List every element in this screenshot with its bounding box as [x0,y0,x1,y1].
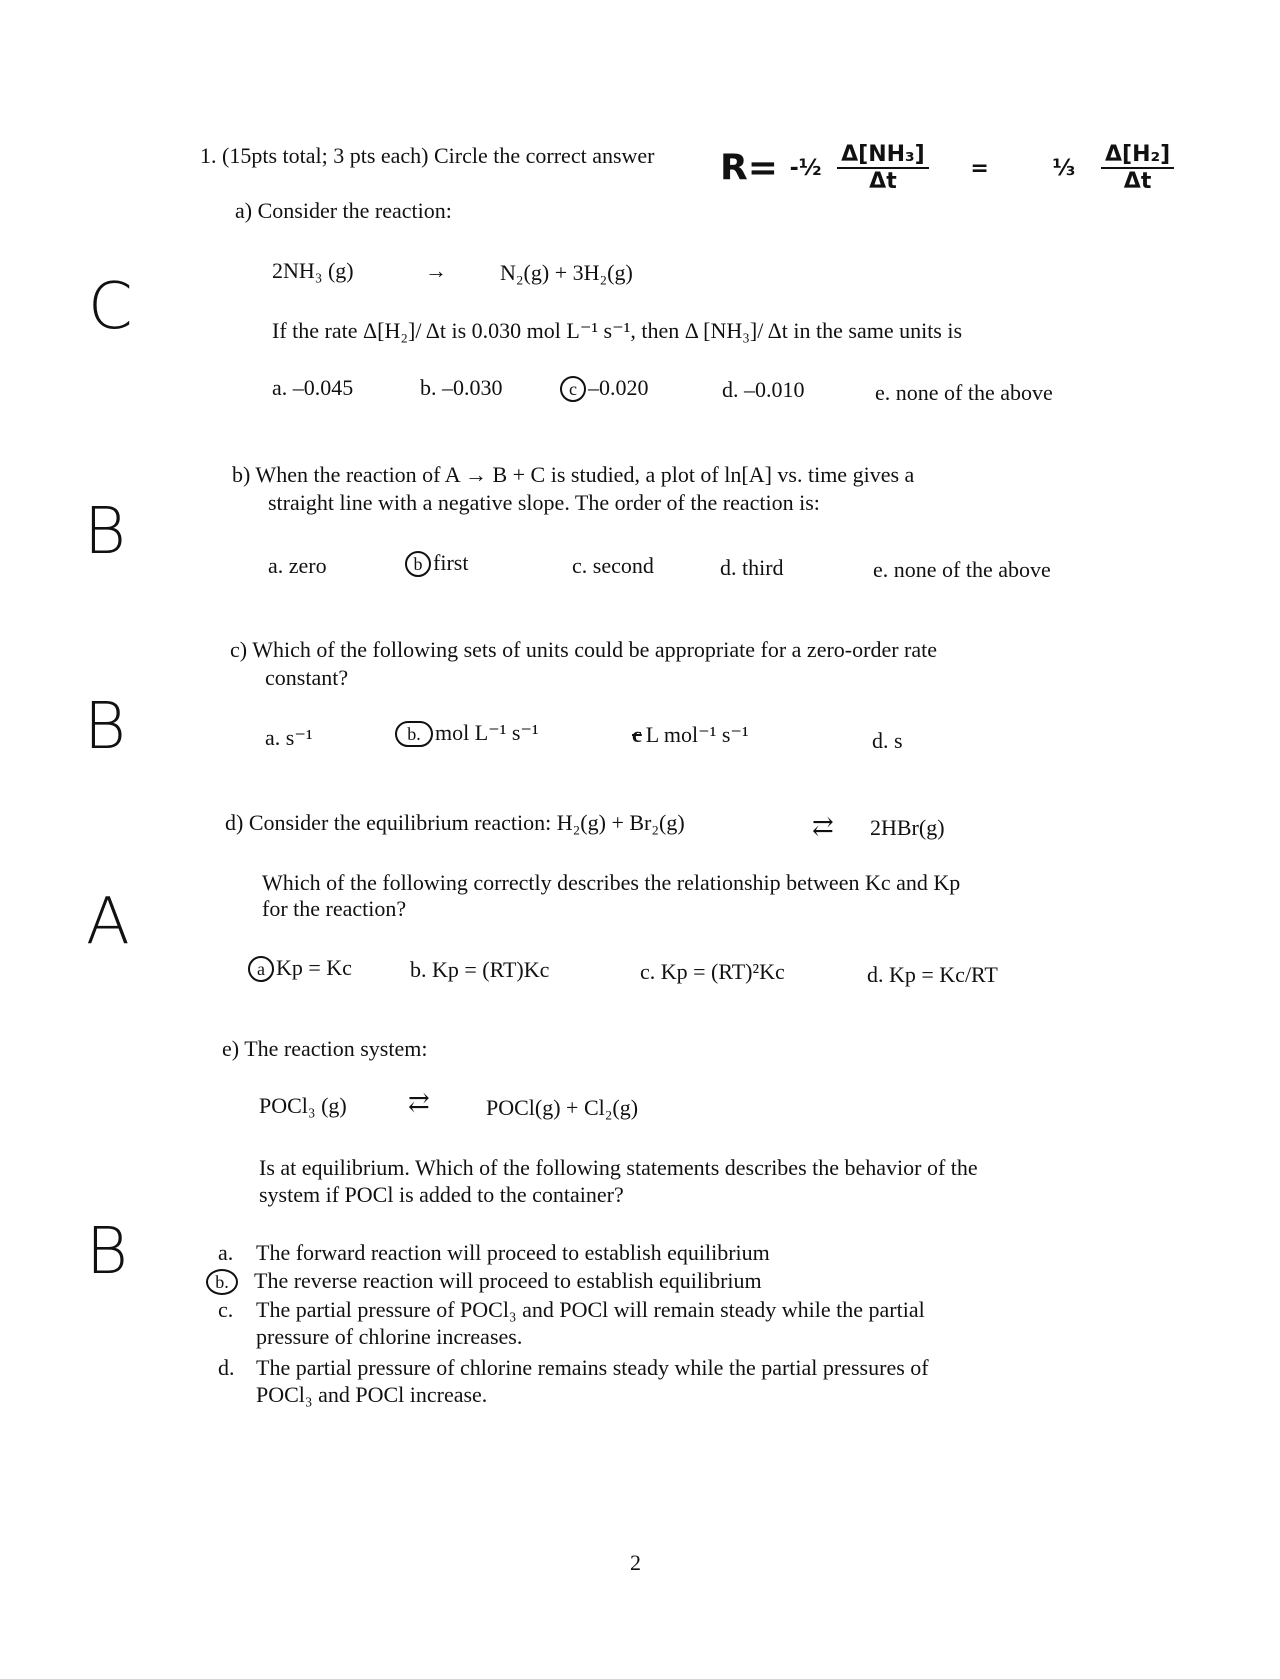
rate-third: ⅓ [1052,155,1076,181]
rate-fraction-nh3 [837,142,929,194]
circled-letter-b-e: b. [206,1269,238,1295]
part-e-option-c-text: The partial pressure of POCl₃ and POCl will remain steady while the partial [256,1297,925,1322]
rate-neg-half: -½ [789,155,822,181]
part-e-option-a-letter: a. [218,1240,234,1265]
part-a-option-d: d. –0.010 [722,377,805,402]
part-e-option-d-letter: d. [218,1355,235,1380]
part-b-option-d: d. third [720,555,784,580]
margin-answer-a: C [88,270,133,344]
part-b-option-a: a. zero [268,553,327,578]
part-c-option-c-value: L mol⁻¹ s⁻¹ [645,722,749,747]
page-number: 2 [630,1550,641,1575]
part-c-option-b-value: mol L⁻¹ s⁻¹ [435,720,539,745]
part-b-option-c: c. second [572,553,654,578]
margin-answer-d: A [86,885,130,959]
part-b-line1: b) When the reaction of A → B + C is studied, a plot of ln[A] vs. time gives a [232,462,915,487]
part-e-option-c-cont [218,1324,522,1350]
part-e-option-d-text: The partial pressure of chlorine remains steady while the partial pressures of [256,1355,929,1380]
part-c-option-a: a. s⁻¹ [265,725,313,750]
rate-den-nh3: Δt [869,169,897,194]
handwritten-rate-expression [720,142,1174,194]
part-c-line2: constant? [265,665,349,690]
part-d-option-c: c. Kp = (RT)²Kc [640,959,785,984]
part-a-option-c-value: –0.020 [588,375,649,400]
circled-letter-a: a [248,956,274,982]
part-e-label: e) The reaction system: [222,1036,428,1061]
rate-equals: = [970,155,989,181]
rate-num-nh3: Δ[NH₃] [837,142,929,169]
part-a-option-e: e. none of the above [875,380,1053,405]
question-header: 1. (15pts total; 3 pts each) Circle the correct answer [200,143,655,168]
part-a-option-b: b. –0.030 [420,375,503,400]
part-b-option-b-value: first [433,550,469,575]
margin-answer-b: B [84,495,126,569]
part-e-line1: Is at equilibrium. Which of the following statements describes the behavior of the [259,1155,978,1180]
part-c-option-b [395,720,539,747]
part-e-products: POCl(g) + Cl₂(g) [486,1095,639,1120]
circled-letter-b: b [405,551,431,577]
part-b-option-e: e. none of the above [873,557,1051,582]
part-c-line1: c) Which of the following sets of units could be appropriate for a zero-order rate [230,637,937,662]
part-e-option-d-cont-text: POCl₃ and POCl increase. [256,1382,488,1407]
part-e-option-c-cont-text: pressure of chlorine increases. [256,1324,523,1349]
rate-num-h2: Δ[H₂] [1101,142,1174,169]
margin-answer-e: B [86,1215,128,1289]
part-d-option-a-value: Kp = Kc [276,955,352,980]
part-a-products: N₂(g) + 3H₂(g) [500,260,633,285]
part-d-eq-arrow: ⇄ [812,812,834,841]
part-e-eq-arrow: ⇄ [408,1088,430,1117]
part-e-line2: system if POCl is added to the container? [259,1182,624,1207]
rate-den-h2: Δt [1123,169,1152,194]
part-e-option-c-letter: c. [218,1297,234,1322]
part-e-option-a [218,1240,770,1266]
crossed-letter-c: c [632,722,642,747]
part-d-line2: Which of the following correctly describes the relationship between Kc and Kp [262,870,961,895]
part-e-option-d [218,1355,929,1381]
part-e-option-c [218,1297,925,1323]
part-d-option-a [248,955,352,982]
part-a-option-c [560,375,649,402]
part-c-option-d: d. s [872,728,903,753]
part-a-label: a) Consider the reaction: [235,198,452,223]
part-b-line2: straight line with a negative slope. The order of the reaction is: [268,490,820,515]
part-a-option-a: a. –0.045 [272,375,354,400]
part-d-line1: d) Consider the equilibrium reaction: H₂(g) + Br₂(g) [225,810,685,835]
part-d-line3: for the reaction? [262,896,407,921]
part-d-option-d: d. Kp = Kc/RT [867,962,998,987]
circled-letter-b-units: b. [395,721,433,747]
part-c-option-c [632,722,749,748]
margin-answer-c: B [84,690,126,764]
part-d-option-b: b. Kp = (RT)Kc [410,957,550,982]
rate-fraction-h2 [1101,142,1174,194]
part-d-product: 2HBr(g) [870,815,945,840]
part-e-option-a-text: The forward reaction will proceed to establish equilibrium [256,1240,770,1265]
part-e-option-d-cont [218,1382,487,1408]
part-b-option-b [405,550,468,577]
part-e-option-b-text: The reverse reaction will proceed to establish equilibrium [254,1268,762,1293]
part-a-reactant: 2NH₃ (g) [272,258,354,283]
rate-r: R= [720,147,778,189]
part-a-arrow: → [425,258,447,283]
circled-letter-c: c [560,376,586,402]
part-e-option-b [206,1268,762,1295]
part-a-question: If the rate Δ[H₂]/ Δt is 0.030 mol L⁻¹ s⁻¹, then Δ [NH₃]/ Δt in the same units is [272,318,963,343]
part-e-reactant: POCl₃ (g) [259,1093,347,1118]
